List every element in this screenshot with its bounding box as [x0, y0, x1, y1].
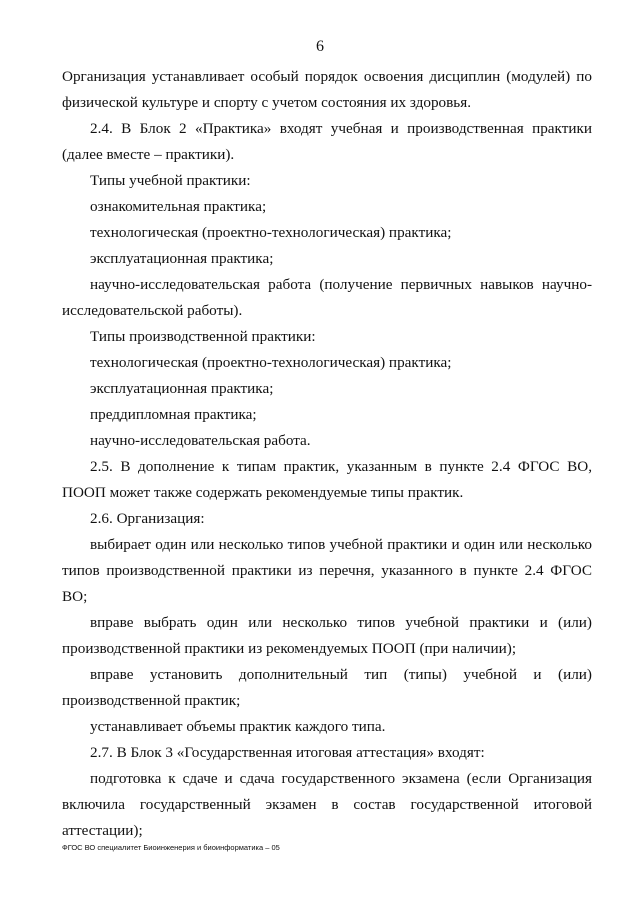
paragraph: 2.6. Организация: [90, 510, 205, 527]
document-body [62, 64, 592, 844]
paragraph: 2.5. В дополнение к типам практик, указанным в пункте 2.4 ФГОС ВО, ПООП может также содержать рекомендуемые типы практик. [62, 458, 592, 501]
list-item: выбирает один или несколько типов учебной практики и один или несколько типов производственной практики из перечня, указанного в пункте 2.4 ФГОС ВО; [62, 536, 592, 605]
list-item: вправе установить дополнительный тип (типы) учебной и (или) производственной практик; [62, 666, 592, 709]
list-item: научно-исследовательская работа (получение первичных навыков научно-исследовательской работы). [62, 276, 592, 319]
list-item: вправе выбрать один или несколько типов учебной практики и (или) производственной практики из рекомендуемых ПООП (при наличии); [62, 614, 592, 657]
paragraph: Типы учебной практики: [90, 172, 251, 189]
paragraph: 2.4. В Блок 2 «Практика» входят учебная и производственная практики (далее вместе – практики). [62, 120, 592, 163]
list-item: подготовка к сдаче и сдача государственного экзамена (если Организация включила государственный экзамен в состав государственной итоговой аттестации); [62, 770, 592, 839]
list-item: устанавливает объемы практик каждого типа. [90, 718, 386, 735]
paragraph: Организация устанавливает особый порядок освоения дисциплин (модулей) по физической культуре и спорту с учетом состояния их здоровья. [62, 68, 592, 111]
footer-text: ФГОС ВО специалитет Биоинженерия и биоинформатика – 05 [62, 843, 280, 852]
list-item: технологическая (проектно-технологическая) практика; [90, 224, 452, 241]
list-item: эксплуатационная практика; [90, 250, 274, 267]
list-item: технологическая (проектно-технологическая) практика; [90, 354, 452, 371]
list-item: эксплуатационная практика; [90, 380, 274, 397]
paragraph: Типы производственной практики: [90, 328, 316, 345]
list-item: научно-исследовательская работа. [90, 432, 311, 449]
list-item: преддипломная практика; [90, 406, 257, 423]
list-item: ознакомительная практика; [90, 198, 267, 215]
paragraph: 2.7. В Блок 3 «Государственная итоговая аттестация» входят: [90, 744, 485, 761]
page-number: 6 [316, 38, 324, 55]
